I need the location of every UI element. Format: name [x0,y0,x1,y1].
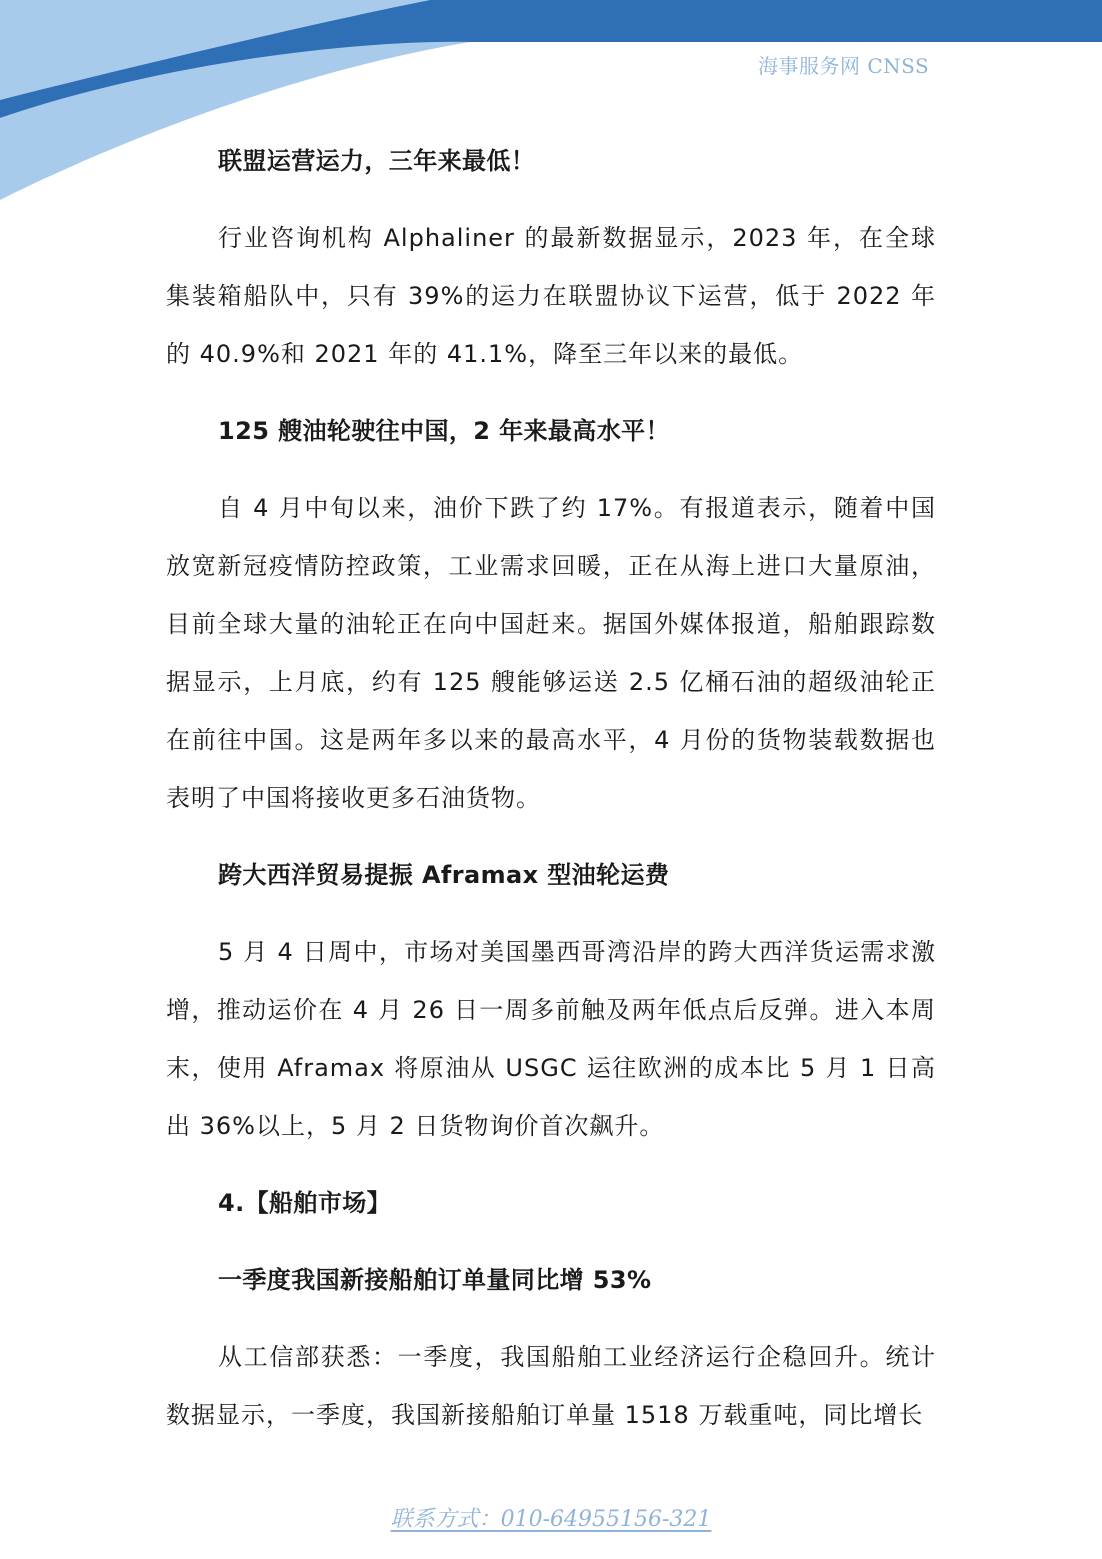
section-heading-ship-market: 4.【船舶市场】 [218,1189,392,1217]
paragraph-tankers-china: 自 4 月中旬以来，油价下跌了约 17%。有报道表示，随着中国放宽新冠疫情防控政策，工业需求回暖，正在从海上进口大量原油，目前全球大量的油轮正在向中国赶来。据国外媒体报道，船舶跟踪数据显示，上月底，约有 125 艘能够运送 2.5 亿桶石油的超级油轮正在前往中国。这是两年多以来的最高水平，4 月份的货物装载数据也表明了中国将接收更多石油货物。 [166,494,936,812]
section-heading-tankers-china: 125 艘油轮驶往中国，2 年来最高水平！ [218,417,670,445]
section-heading-aframax: 跨大西洋贸易提振 Aframax 型油轮运费 [218,861,670,889]
paragraph-aframax: 5 月 4 日周中，市场对美国墨西哥湾沿岸的跨大西洋货运需求激增，推动运价在 4 月 26 日一周多前触及两年低点后反弹。进入本周末，使用 Aframax 将原油从 USGC 运往欧洲的成本比 5 月 1 日高出 36%以上，5 月 2 日货物询价首次飙升。 [166,938,936,1140]
article-body [166,132,936,1463]
footer-contact: 联系方式：010-64955156-321 [390,1507,712,1532]
section-heading-new-orders: 一季度我国新接船舶订单量同比增 53% [218,1266,652,1294]
paragraph-new-orders: 从工信部获悉：一季度，我国船舶工业经济运行企稳回升。统计数据显示，一季度，我国新接船舶订单量 1518 万载重吨，同比增长 [166,1343,936,1429]
section-heading-alliance-capacity: 联盟运营运力，三年来最低！ [218,147,536,175]
paragraph-alliance-capacity: 行业咨询机构 Alphaliner 的最新数据显示，2023 年，在全球集装箱船队中，只有 39%的运力在联盟协议下运营，低于 2022 年的 40.9%和 2021 年的 41.1%，降至三年以来的最低。 [166,224,936,368]
site-name: 海事服务网 CNSS [758,54,930,78]
